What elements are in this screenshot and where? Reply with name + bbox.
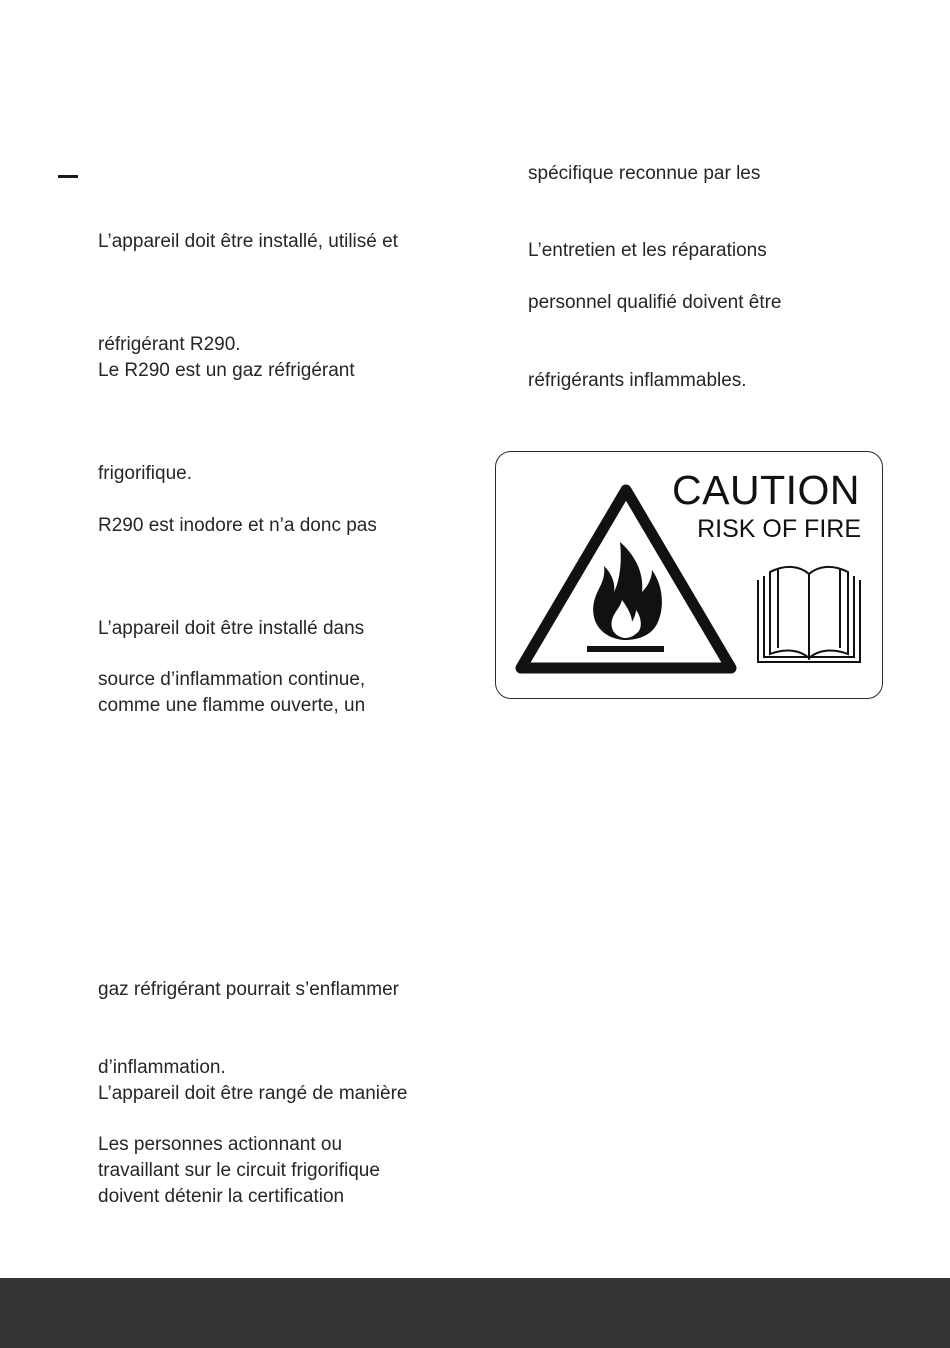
right-text-line: réfrigérants inflammables. <box>528 370 747 391</box>
left-text-line: R290 est inodore et n’a donc pas <box>98 515 377 536</box>
left-text-line: Les personnes actionnant ou <box>98 1134 343 1155</box>
left-text-line: travaillant sur le circuit frigorifique <box>98 1160 380 1181</box>
caution-subtitle: RISK OF FIRE <box>697 515 861 543</box>
read-manual-book-icon <box>758 567 860 662</box>
left-text-line: d’inflammation. <box>98 1057 226 1078</box>
left-text-line: frigorifique. <box>98 463 192 484</box>
right-text-line: spécifique reconnue par les <box>528 163 761 184</box>
caution-sign <box>495 451 883 699</box>
caution-title: CAUTION <box>672 467 860 513</box>
left-text-line: source d’inflammation continue, <box>98 669 366 690</box>
right-text-line: personnel qualifié doivent être <box>528 292 782 313</box>
left-text-line: L’appareil doit être installé dans <box>98 618 365 639</box>
section-dash <box>58 175 78 178</box>
left-text-line: gaz réfrigérant pourrait s’enflammer <box>98 979 399 1000</box>
right-text-line: L’entretien et les réparations <box>528 240 767 261</box>
left-text-line: L’appareil doit être rangé de manière <box>98 1083 408 1104</box>
left-text-line: doivent détenir la certification <box>98 1186 345 1207</box>
page-footer-bar <box>0 1278 950 1348</box>
left-text-line: comme une flamme ouverte, un <box>98 695 366 716</box>
left-text-line: L’appareil doit être installé, utilisé et <box>98 231 398 252</box>
left-text-line: réfrigérant R290. <box>98 334 241 355</box>
left-text-line: Le R290 est un gaz réfrigérant <box>98 360 355 381</box>
